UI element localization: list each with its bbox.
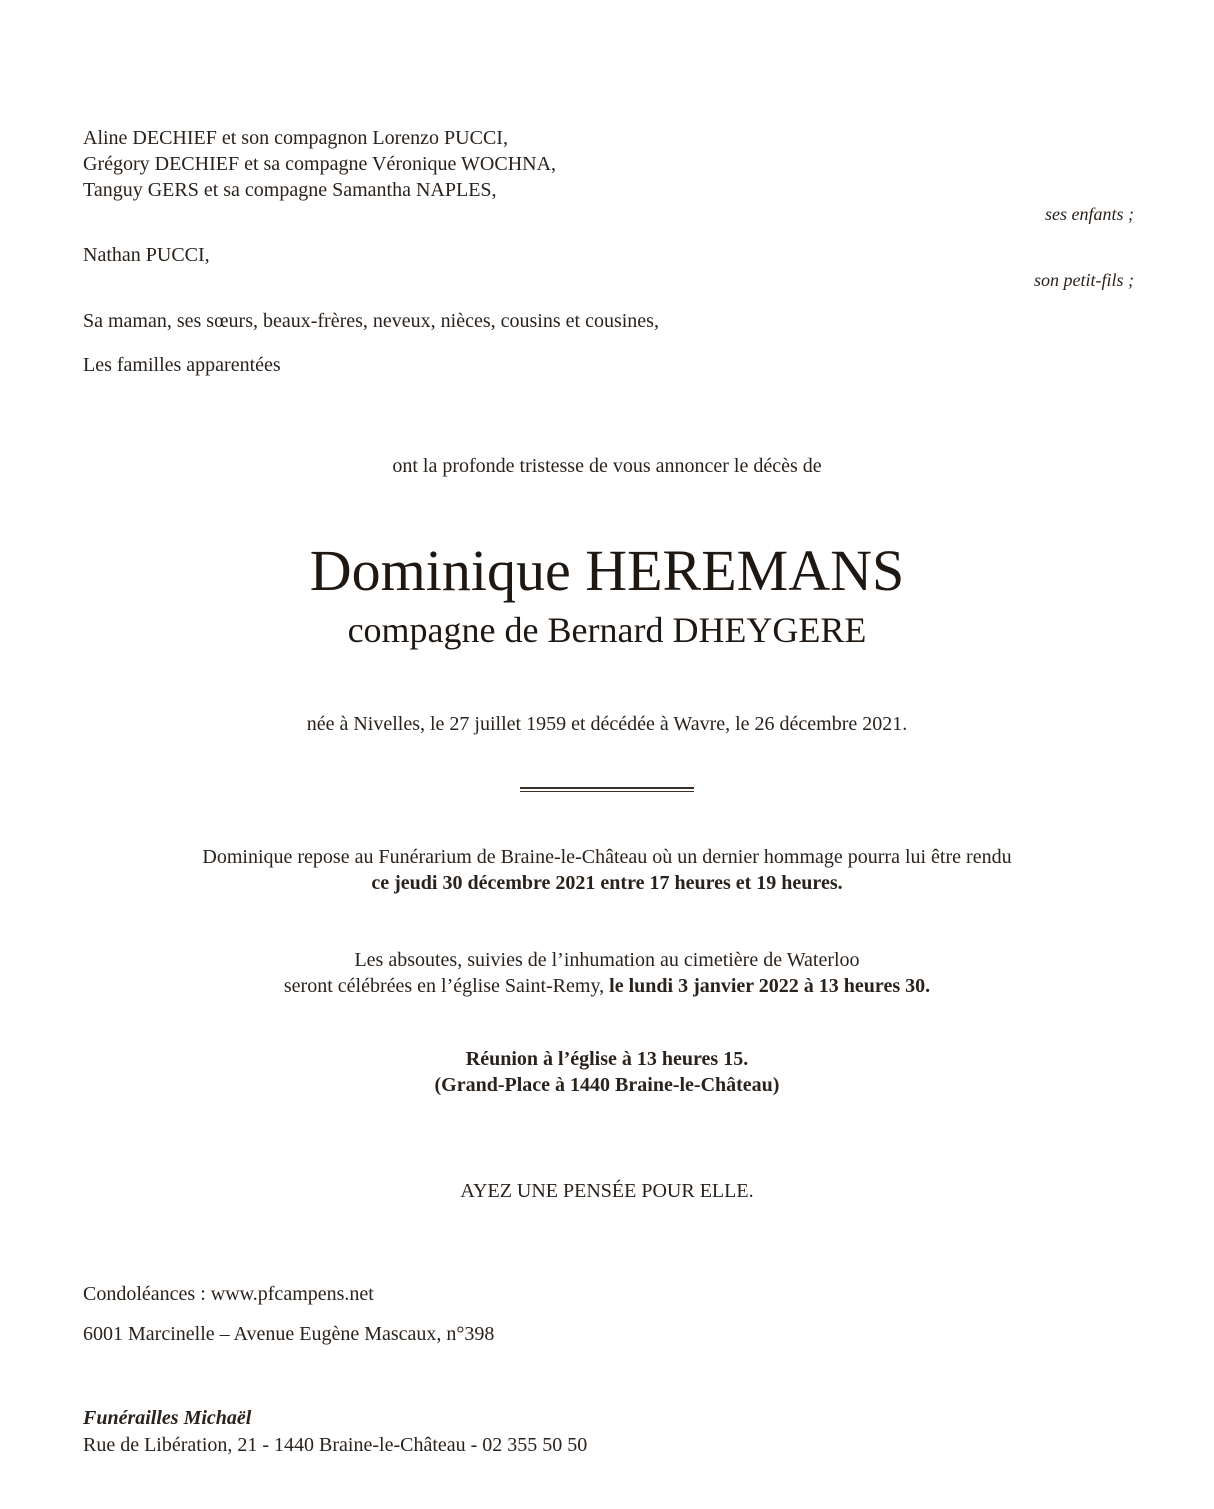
child-line-1: Aline DECHIEF et son compagnon Lorenzo PUCCI,	[83, 127, 508, 149]
visitation-line-1: Dominique repose au Funérarium de Braine-le-Château où un dernier hommage pourra lui être rendu	[202, 846, 1012, 868]
ceremony-line-2	[0, 973, 1214, 999]
child-line-2: Grégory DECHIEF et sa compagne Véronique WOCHNA,	[83, 153, 557, 175]
condolences-line: Condoléances : www.pfcampens.net	[83, 1283, 374, 1305]
address-line: 6001 Marcinelle – Avenue Eugène Mascaux, n°398	[83, 1323, 495, 1345]
companion-line: compagne de Bernard DHEYGERE	[347, 610, 867, 650]
closing-line: AYEZ UNE PENSÉE POUR ELLE.	[460, 1180, 754, 1202]
grandchild-role: son petit-fils ;	[1034, 270, 1134, 290]
meeting-line-2: (Grand-Place à 1440 Braine-le-Château)	[434, 1074, 780, 1096]
divider-line-thin	[520, 791, 694, 792]
meeting-line-1: Réunion à l’église à 13 heures 15.	[465, 1048, 749, 1070]
children-role: ses enfants ;	[1045, 204, 1134, 224]
funeral-home-name: Funérailles Michaël	[83, 1407, 252, 1429]
visitation-line-2: ce jeudi 30 décembre 2021 entre 17 heures et 19 heures.	[371, 872, 843, 894]
ceremony-line-2-plain: seront célébrées en l’église Saint-Remy,	[283, 975, 610, 997]
children-lines	[83, 125, 556, 203]
ceremony-line-1: Les absoutes, suivies de l’inhumation au cimetière de Waterloo	[354, 949, 860, 971]
birth-death-line: née à Nivelles, le 27 juillet 1959 et décédée à Wavre, le 26 décembre 2021.	[306, 713, 908, 735]
divider-line	[520, 787, 694, 789]
child-line-3: Tanguy GERS et sa compagne Samantha NAPLES,	[83, 179, 497, 201]
funeral-home-contact: Rue de Libération, 21 - 1440 Braine-le-Château - 02 355 50 50	[83, 1434, 588, 1456]
ceremony-line-2-bold: le lundi 3 janvier 2022 à 13 heures 30.	[609, 975, 931, 997]
related-families: Les familles apparentées	[83, 354, 281, 376]
grandchild: Nathan PUCCI,	[83, 244, 210, 266]
relatives: Sa maman, ses sœurs, beaux-frères, neveux, nièces, cousins et cousines,	[83, 310, 659, 332]
deceased-name: Dominique HEREMANS	[309, 538, 905, 603]
announcement-intro: ont la profonde tristesse de vous annoncer le décès de	[392, 455, 822, 477]
